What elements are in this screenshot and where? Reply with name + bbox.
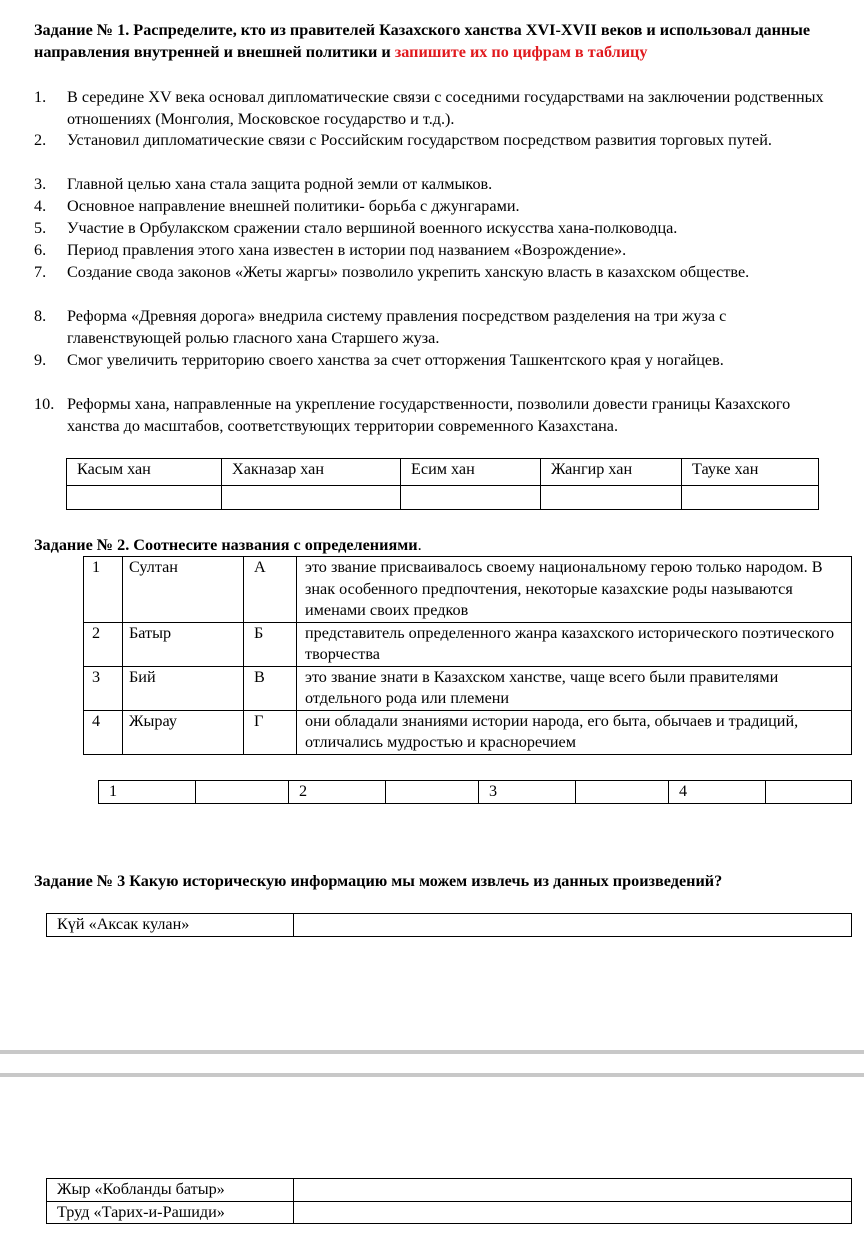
table-row [47, 1179, 852, 1202]
definition-cell: это звание присваивалось своему национальному герою только народом. В знак особенного предпочтения, некоторые казахские роды называются именами своих предков [297, 557, 852, 623]
item-number: 1. [34, 88, 47, 106]
term-cell: Султан [123, 557, 244, 623]
table-row [67, 459, 819, 486]
item-number: 8. [34, 307, 47, 325]
item-number: 5. [34, 219, 47, 237]
task1-title-highlight: запишите их по цифрам в таблицу [394, 42, 648, 61]
answer-cell[interactable] [401, 486, 541, 510]
item-text: В середине XV века основал дипломатические связи с соседними государствами на заключении родственных отношениях (Монголия, Московское государство и т.д.). [67, 88, 824, 128]
table-row [47, 914, 852, 937]
item-text: Создание свода законов «Жеты жаргы» позволило укрепить ханскую власть в казахском обществе. [67, 263, 750, 281]
item-text: Участие в Орбулакском сражении стало вершиной военного искусства хана-полководца. [67, 219, 678, 237]
work-title: Жыр «Кобланды батыр» [47, 1179, 294, 1202]
row-number: 4 [84, 710, 123, 754]
answer-cell[interactable] [222, 486, 401, 510]
table-row [84, 557, 852, 623]
item-number: 10. [34, 395, 55, 413]
task2-title-dot: . [417, 536, 422, 554]
letter-cell: Б [244, 622, 297, 666]
khan-header: Касым хан [67, 459, 222, 486]
answer-cell[interactable] [576, 781, 669, 804]
task2-title [34, 535, 422, 557]
item-text: Период правления этого хана известен в истории под названием «Возрождение». [67, 241, 627, 259]
work-title: Труд «Тарих-и-Рашиди» [47, 1201, 294, 1224]
table-row [84, 666, 852, 710]
answer-number: 1 [99, 781, 196, 804]
table-row [99, 781, 852, 804]
task3-table-top [46, 913, 852, 937]
item-number: 4. [34, 197, 47, 215]
table-row [67, 486, 819, 510]
answer-number: 2 [289, 781, 386, 804]
answer-cell[interactable] [196, 781, 289, 804]
page-divider [0, 1073, 864, 1077]
task1-title-text: Задание № 1. Распределите, кто из правителей Казахского ханства XVI-XVII веков и использовал данные направления внутренней и внешней политики и [34, 21, 811, 61]
item-number: 2. [34, 131, 47, 149]
table-row [84, 710, 852, 754]
answer-number: 4 [669, 781, 766, 804]
term-cell: Батыр [123, 622, 244, 666]
khans-table [66, 458, 819, 510]
table-row [47, 1201, 852, 1224]
task1-title [34, 20, 824, 63]
item-text: Реформа «Древняя дорога» внедрила систему правления посредством разделения на три жуза с главенствующей ролью гласного хана Старшего жуза. [67, 307, 727, 347]
khan-header: Жангир хан [541, 459, 682, 486]
item-number: 6. [34, 241, 47, 259]
task3-table-bottom [46, 1178, 852, 1224]
khan-header: Хакназар хан [222, 459, 401, 486]
row-number: 3 [84, 666, 123, 710]
table-row [84, 622, 852, 666]
definition-cell: они обладали знаниями истории народа, его быта, обычаев и традиций, отличались мудростью и красноречием [297, 710, 852, 754]
letter-cell: А [244, 557, 297, 623]
page-divider [0, 1050, 864, 1054]
answer-cell[interactable] [294, 914, 852, 937]
answer-cell[interactable] [541, 486, 682, 510]
item-text: Главной целью хана стала защита родной земли от калмыков. [67, 175, 493, 193]
row-number: 1 [84, 557, 123, 623]
work-title: Күй «Аксак кулан» [47, 914, 294, 937]
definition-cell: это звание знати в Казахском ханстве, чаще всего были правителями отдельного рода или племени [297, 666, 852, 710]
khan-header: Тауке хан [682, 459, 819, 486]
item-number: 9. [34, 351, 47, 369]
item-number: 3. [34, 175, 47, 193]
answer-cell[interactable] [294, 1201, 852, 1224]
answer-cell[interactable] [294, 1179, 852, 1202]
row-number: 2 [84, 622, 123, 666]
task2-answer-table [98, 780, 852, 804]
term-cell: Бий [123, 666, 244, 710]
answer-cell[interactable] [386, 781, 479, 804]
answer-number: 3 [479, 781, 576, 804]
task3-title: Задание № 3 Какую историческую информацию мы можем извлечь из данных произведений? [34, 872, 723, 890]
definition-cell: представитель определенного жанра казахского исторического поэтического творчества [297, 622, 852, 666]
letter-cell: Г [244, 710, 297, 754]
khan-header: Есим хан [401, 459, 541, 486]
item-number: 7. [34, 263, 47, 281]
letter-cell: В [244, 666, 297, 710]
task2-title-text: Задание № 2. Соотнесите названия с определениями [34, 536, 418, 554]
answer-cell[interactable] [766, 781, 852, 804]
item-text: Основное направление внешней политики- борьба с джунгарами. [67, 197, 520, 215]
term-cell: Жырау [123, 710, 244, 754]
answer-cell[interactable] [682, 486, 819, 510]
item-text: Реформы хана, направленные на укрепление государственности, позволили довести границы Казахского ханства до масштабов, соответствующих территории современного Казахстана. [67, 395, 791, 435]
answer-cell[interactable] [67, 486, 222, 510]
definitions-table [83, 556, 852, 755]
item-text: Смог увеличить территорию своего ханства за счет отторжения Ташкентского края у ногайцев. [67, 351, 724, 369]
item-text: Установил дипломатические связи с Российским государством посредством развития торговых путей. [67, 131, 772, 149]
